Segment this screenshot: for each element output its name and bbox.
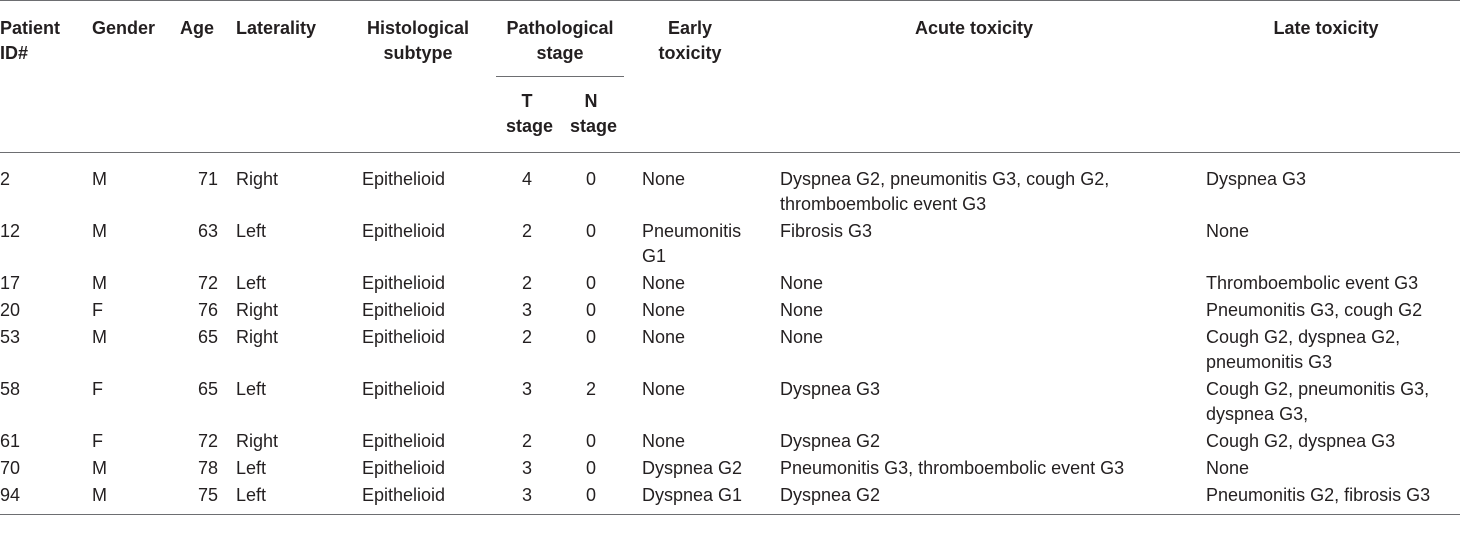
cell-age: 65 [197,327,219,347]
cell-age: 72 [197,431,219,451]
cell-acute-toxicity: Dyspnea G2, pneumonitis G3, cough G2, thromboembolic event G3 [780,169,1110,214]
cell-t-stage: 2 [521,273,532,293]
cell-patient-id: 53 [0,327,21,347]
cell-t-stage: 4 [521,169,532,189]
pathological-stage-label: Pathological stage [496,16,624,77]
cell-early-toxicity: None [642,169,686,189]
cell-age: 76 [197,300,219,320]
cell-n-stage: 0 [586,221,597,241]
cell-acute-toxicity: Dyspnea G2 [780,431,881,451]
cell-late-toxicity: None [1206,221,1250,241]
cell-histological-subtype: Epithelioid [340,481,496,515]
cell-gender: F [92,431,103,451]
cell-late-toxicity: Dyspnea G3 [1206,169,1307,189]
cell-n-stage: 0 [586,458,597,478]
cell-early-toxicity: None [642,327,686,347]
cell-laterality: Left [236,481,340,515]
table-row [0,269,1460,296]
cell-patient-id: 70 [0,458,21,478]
cell-patient-id: 20 [0,300,21,320]
cell-age: 65 [197,379,219,399]
cell-gender: F [92,379,103,399]
cell-patient-id: 2 [0,169,11,189]
cell-n-stage: 0 [586,273,597,293]
header-age: Age [180,18,215,38]
header-acute-toxicity: Acute toxicity [915,18,1034,38]
cell-age: 71 [197,169,219,189]
cell-histological-subtype: Epithelioid [362,458,446,478]
cell-laterality: Left [236,221,267,241]
header-patient-id: Patient ID# [0,18,61,63]
cell-laterality: Right [236,169,279,189]
header-t-stage: T stage [506,91,554,136]
header-laterality: Laterality [236,18,317,38]
cell-laterality: Left [236,273,267,293]
cell-patient-id: 94 [0,481,92,515]
cell-t-stage: 2 [521,327,532,347]
cell-early-toxicity: None [642,431,686,451]
cell-late-toxicity: None [1206,458,1250,478]
cell-late-toxicity: Thromboembolic event G3 [1206,273,1419,293]
cell-n-stage: 0 [586,431,597,451]
header-n-stage: N stage [570,91,618,136]
table-row [0,454,1460,481]
table-row [0,217,1460,269]
cell-gender: M [92,169,107,189]
cell-gender: F [92,300,103,320]
table-row [0,296,1460,323]
table-header [0,1,1460,153]
table-row [0,375,1460,427]
cell-histological-subtype: Epithelioid [362,327,446,347]
cell-patient-id: 17 [0,273,21,293]
cell-n-stage: 0 [586,327,597,347]
cell-age: 78 [197,458,219,478]
cell-late-toxicity: Cough G2, pneumonitis G3, dyspnea G3, [1206,379,1430,424]
cell-acute-toxicity: Dyspnea G3 [780,379,881,399]
cell-acute-toxicity: None [780,327,824,347]
cell-histological-subtype: Epithelioid [362,169,446,189]
cell-early-toxicity: Pneumonitis G1 [642,221,742,266]
cell-laterality: Right [236,300,279,320]
cell-age: 72 [197,273,219,293]
cell-laterality: Left [236,458,267,478]
cell-patient-id: 12 [0,221,21,241]
cell-late-toxicity: Cough G2, dyspnea G2, pneumonitis G3 [1206,327,1401,372]
cell-patient-id: 61 [0,431,21,451]
cell-age: 63 [197,221,219,241]
header-late-toxicity: Late toxicity [1273,18,1379,38]
header-histological-subtype: Histological subtype [366,18,469,63]
header-pathological-stage [496,1,624,78]
cell-gender: M [92,273,107,293]
header-gender: Gender [92,18,156,38]
cell-gender: M [92,221,107,241]
cell-t-stage: 2 [521,431,532,451]
cell-gender: M [92,458,107,478]
cell-histological-subtype: Epithelioid [362,300,446,320]
cell-acute-toxicity: None [780,273,824,293]
cell-histological-subtype: Epithelioid [362,431,446,451]
cell-histological-subtype: Epithelioid [362,273,446,293]
cell-laterality: Right [236,327,279,347]
cell-acute-toxicity: Fibrosis G3 [780,221,873,241]
table-row [0,481,1460,515]
cell-late-toxicity: Pneumonitis G2, fibrosis G3 [1192,481,1460,515]
cell-late-toxicity: Cough G2, dyspnea G3 [1206,431,1396,451]
cell-acute-toxicity: None [780,300,824,320]
table-row [0,427,1460,454]
header-early-toxicity: Early toxicity [658,18,722,63]
cell-laterality: Right [236,431,279,451]
cell-late-toxicity: Pneumonitis G3, cough G2 [1206,300,1423,320]
cell-acute-toxicity: Dyspnea G2 [756,481,1192,515]
cell-early-toxicity: Dyspnea G2 [642,458,743,478]
cell-n-stage: 0 [586,169,597,189]
cell-n-stage: 0 [558,481,624,515]
cell-acute-toxicity: Pneumonitis G3, thromboembolic event G3 [780,458,1125,478]
table-row [0,153,1460,218]
cell-age: 75 [180,481,236,515]
cell-t-stage: 3 [521,300,532,320]
cell-early-toxicity: None [642,379,686,399]
cell-n-stage: 0 [586,300,597,320]
cell-histological-subtype: Epithelioid [362,221,446,241]
cell-t-stage: 3 [496,481,558,515]
cell-patient-id: 58 [0,379,21,399]
table-body [0,153,1460,515]
cell-laterality: Left [236,379,267,399]
table-row [0,323,1460,375]
cell-n-stage: 2 [586,379,597,399]
cell-t-stage: 3 [521,379,532,399]
cell-t-stage: 3 [521,458,532,478]
cell-gender: M [92,327,107,347]
cell-t-stage: 2 [521,221,532,241]
cell-early-toxicity: Dyspnea G1 [624,481,756,515]
cell-early-toxicity: None [642,300,686,320]
cell-early-toxicity: None [642,273,686,293]
cell-histological-subtype: Epithelioid [362,379,446,399]
cell-gender: M [92,481,180,515]
